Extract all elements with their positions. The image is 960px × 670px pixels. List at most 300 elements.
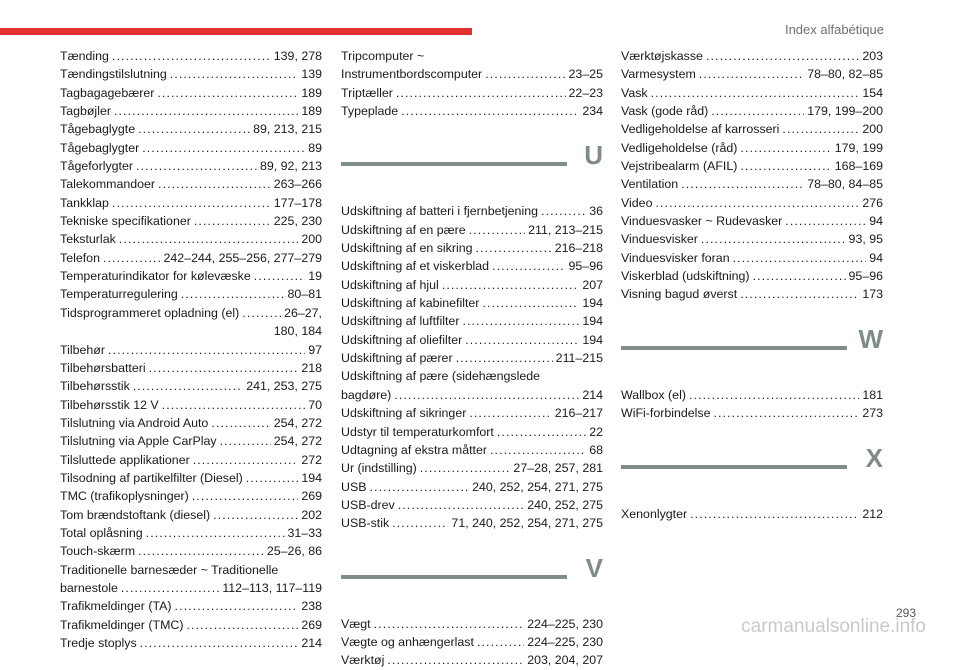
entry-pages: 89, 92, 213 [259,159,322,174]
entry-pages: 112–113, 117–119 [222,580,322,595]
index-group-v-continued [621,47,883,304]
dot-leader [699,65,804,83]
dot-leader [114,102,298,120]
entry-term: Instrumentbordscomputer [341,67,483,82]
index-entry [60,579,322,597]
entry-term: Tom brændstoftank (diesel) [60,507,211,522]
dot-leader [396,84,566,102]
entry-pages: 203 [862,49,883,63]
entry-pages: 25–26, 86 [266,544,322,559]
dot-leader [138,120,250,138]
entry-pages: 212 [862,506,883,521]
entry-term: Tagbagagebærer [60,85,155,100]
dot-leader [476,239,552,257]
entry-term: Total oplåsning [60,525,143,540]
index-entry [60,506,322,524]
entry-pages: 269 [301,617,322,632]
entry-pages: 181 [862,387,883,402]
entry-pages: 95–96 [568,259,603,274]
dot-leader [456,349,553,367]
dot-leader [112,194,271,212]
entry-term: Tågeforlygter [60,159,134,174]
index-entry [621,194,883,212]
entry-term: Trafikmeldinger (TA) [60,599,172,614]
entry-pages: 202 [301,507,322,522]
entry-pages: 224–225, 230 [527,616,603,631]
dot-leader [138,542,264,560]
dot-leader [465,331,579,349]
index-entry [60,414,322,432]
entry-term: Udskiftning af et viskerblad [341,259,490,274]
entry-term: Vægt [341,616,371,631]
entry-pages: 216–218 [554,241,603,256]
index-entry [341,349,603,367]
entry-term: Video [621,195,653,210]
entry-pages: 254, 272 [273,415,322,430]
index-entry [60,616,322,634]
dot-leader [213,506,298,524]
dot-leader [170,65,299,83]
dot-leader [136,157,257,175]
entry-term: Tankklap [60,195,109,210]
index-entry [60,524,322,542]
index-entry [341,84,603,102]
index-entry [60,267,322,285]
entry-pages: 203, 204, 207 [527,653,603,668]
index-entry [341,651,603,669]
entry-term: USB [341,479,367,494]
dot-leader [194,212,271,230]
entry-pages: 263–266 [273,177,322,192]
dot-leader [103,249,161,267]
entry-term: Udskiftning af sikringer [341,406,467,421]
entry-term: barnestole [60,580,118,595]
dot-leader [149,359,299,377]
entry-pages: 19 [308,269,322,284]
index-entry [60,139,322,157]
index-entry [60,194,322,212]
entry-pages: 194 [582,296,603,311]
index-entry [60,102,322,120]
entry-term: Tilslutning via Apple CarPlay [60,434,217,449]
index-entry [60,542,322,560]
entry-term: TMC (trafikoplysninger) [60,489,189,504]
entry-pages: 26–27, [284,305,322,320]
entry-pages: 94 [869,214,883,229]
entry-term: Vægte og anhængerlast [341,634,474,649]
entry-term: USB-drev [341,497,395,512]
entry-term: bagdøre) [341,387,392,402]
index-entry [341,102,603,120]
index-entry [341,496,603,514]
entry-term: Udskiftning af en pære [341,222,466,237]
index-entry [621,84,883,102]
index-entry [60,451,322,469]
dot-leader [186,616,298,634]
entry-pages: 22 [589,424,603,439]
dot-leader [254,267,305,285]
entry-pages: 194 [582,314,603,329]
index-entry [60,396,322,414]
dot-leader [490,441,586,459]
index-entry [341,386,603,404]
dot-leader [462,312,579,330]
entry-term: Udskiftning af oliefilter [341,332,463,347]
entry-term: Vedligeholdelse af karrosseri [621,122,780,137]
entry-term: USB-stik [341,516,390,531]
dot-leader [112,47,271,65]
index-entry [341,65,603,83]
entry-term: Vedligeholdelse (råd) [621,140,738,155]
dot-leader [211,414,270,432]
index-entry [341,459,603,477]
index-entry [60,304,322,322]
entry-pages: 241, 253, 275 [246,379,322,394]
entry-term: Visning bagud øverst [621,287,738,302]
letter-w: W [858,323,883,354]
entry-term: Ventilation [621,177,679,192]
entry-term: Telefon [60,250,100,265]
index-entry-line: Traditionelle barnesæder ~ Traditionelle [60,562,279,577]
index-entry [60,120,322,138]
index-entry [341,615,603,633]
entry-pages: 179, 199–200 [807,104,883,119]
entry-term: Tænding [60,49,109,63]
entry-pages: 89, 213, 215 [253,122,322,137]
section-title: Index alfabétique [784,22,884,37]
index-entry [621,120,883,138]
dot-leader [392,514,448,532]
entry-pages: 240, 252, 275 [527,497,603,512]
entry-term: Udskiftning af kabinefilter [341,296,480,311]
index-entry [60,487,322,505]
dot-leader [242,304,281,322]
entry-term: Vinduesvisker [621,232,698,247]
dot-leader [681,175,804,193]
dot-leader [193,451,299,469]
index-entry [621,505,883,523]
entry-pages: 94 [869,250,883,265]
index-entry [341,423,603,441]
entry-term: Værktøjskasse [621,49,703,63]
dot-leader [246,469,299,487]
entry-pages: 97 [308,342,322,357]
index-entry [60,432,322,450]
page-number: 293 [895,606,916,620]
dot-leader [651,84,860,102]
index-group-t-continued [341,47,603,120]
entry-term: Vask (gode råd) [621,104,709,119]
entry-pages: 225, 230 [273,214,322,229]
entry-term: Temperaturindikator for kølevæske [60,269,251,284]
entry-term: Tågebaglygter [60,140,140,155]
dot-leader [482,294,579,312]
letter-heading-v [341,551,603,607]
entry-pages: 200 [301,232,322,247]
entry-term: Vask [621,85,648,100]
entry-pages: 272 [301,452,322,467]
index-entry [621,47,883,65]
entry-pages: 93, 95 [848,232,883,247]
dot-leader [477,633,524,651]
dot-leader [157,84,298,102]
entry-pages: 242–244, 255–256, 277–279 [163,250,322,265]
entry-pages: 216–217 [554,406,603,421]
index-entry [621,230,883,248]
index-group-v [341,615,603,670]
entry-term: Tilsodning af partikelfilter (Diesel) [60,470,243,485]
dot-leader [374,615,525,633]
entry-pages: 234 [582,104,603,119]
entry-pages: 22–23 [568,85,603,100]
index-entry [60,230,322,248]
dot-leader [108,341,305,359]
entry-term: Udstyr til temperaturkomfort [341,424,494,439]
entry-term: Udskiftning af batteri i fjernbetjening [341,204,538,219]
index-entry [341,239,603,257]
index-group-w [621,386,883,423]
dot-leader [140,634,299,652]
entry-pages: 78–80, 82–85 [807,67,883,82]
entry-term: Ur (indstilling) [341,461,417,476]
index-entry [60,84,322,102]
entry-pages: 214 [301,636,322,650]
letter-rule [621,465,847,469]
index-entry [341,478,603,496]
letter-x: X [865,442,883,473]
entry-pages: 80–81 [287,287,322,302]
entry-pages: 27–28, 257, 281 [513,461,603,476]
entry-pages: 211, 213–215 [528,222,603,237]
entry-term: Tekniske specifikationer [60,214,191,229]
dot-leader [740,139,831,157]
dot-leader [401,102,579,120]
entry-pages-continued: 180, 184 [273,324,322,339]
dot-leader [711,102,804,120]
index-entry [60,377,322,395]
entry-term: Wallbox (el) [621,387,686,402]
index-column-2 [341,47,603,670]
entry-pages: 179, 199 [834,140,883,155]
dot-leader [714,404,860,422]
index-entry [621,139,883,157]
letter-heading-u [341,138,603,194]
entry-pages: 273 [862,406,883,421]
dot-leader [492,257,565,275]
letter-heading-w [621,322,883,378]
index-entry [621,65,883,83]
index-entry [341,514,603,532]
index-entry [60,212,322,230]
entry-pages: 211–215 [555,351,603,366]
letter-u: U [584,140,603,171]
index-entry [621,249,883,267]
dot-leader [220,432,271,450]
entry-term: Vinduesvasker ~ Rudevasker [621,214,783,229]
index-entry [341,294,603,312]
index-entry [341,257,603,275]
index-entry [341,312,603,330]
index-entry [621,102,883,120]
entry-pages: 224–225, 230 [527,634,603,649]
dot-leader [690,505,859,523]
letter-heading-x [621,441,883,497]
index-entry [60,469,322,487]
dot-leader [121,579,219,597]
index-entry [341,276,603,294]
index-entry [60,157,322,175]
dot-leader [192,487,299,505]
dot-leader [119,230,299,248]
entry-term: Tagbøjler [60,104,111,119]
entry-pages: 154 [862,85,883,100]
entry-term: Tilbehørsbatteri [60,360,146,375]
entry-pages: 269 [301,489,322,504]
entry-pages: 238 [301,599,322,614]
watermark-text: carmanualsonline.info [741,616,926,637]
entry-pages: 189 [301,104,322,119]
entry-term: Tilslutning via Android Auto [60,415,209,430]
entry-pages: 139, 278 [273,49,322,63]
entry-pages: 177–178 [273,195,322,210]
dot-leader [740,285,859,303]
index-entry [60,65,322,83]
dot-leader [369,478,469,496]
index-entry [341,404,603,422]
dot-leader [146,524,285,542]
letter-v: V [585,552,603,583]
entry-pages: 240, 252, 254, 271, 275 [472,479,603,494]
index-entry [621,404,883,422]
entry-term: Viskerblad (udskiftning) [621,269,750,284]
index-entry [341,331,603,349]
entry-pages: 276 [862,195,883,210]
entry-pages: 139 [301,67,322,82]
entry-term: Tilbehørsstik 12 V [60,397,159,412]
entry-pages: 71, 240, 252, 254, 271, 275 [451,516,603,531]
index-entry [621,175,883,193]
dot-leader [420,459,511,477]
entry-term: Tændingstilslutning [60,67,167,82]
entry-term: Udskiftning af pærer [341,351,453,366]
dot-leader [782,120,859,138]
entry-term: Vejstribealarm (AFIL) [621,159,738,174]
index-entry [621,212,883,230]
index-column-1 [60,47,322,652]
index-entry [621,386,883,404]
dot-leader [387,651,524,669]
entry-term: Udskiftning af luftfilter [341,314,460,329]
index-entry [60,359,322,377]
index-entry-line: Udskiftning af pære (sidehængslede [341,369,541,384]
dot-leader [753,267,846,285]
dot-leader [740,157,831,175]
dot-leader [469,404,551,422]
entry-term: Typeplade [341,104,399,119]
index-group-u [341,202,603,532]
entry-pages: 23–25 [568,67,603,82]
index-entry [621,267,883,285]
index-entry [60,597,322,615]
dot-leader [655,194,859,212]
entry-pages: 78–80, 84–85 [807,177,883,192]
index-entry [60,47,322,65]
letter-rule [341,575,567,579]
entry-pages: 68 [589,442,603,457]
dot-leader [133,377,243,395]
entry-pages: 214 [582,387,603,402]
index-entry [60,341,322,359]
dot-leader [689,386,859,404]
entry-pages: 200 [862,122,883,137]
entry-term: Tilbehør [60,342,105,357]
dot-leader [181,285,285,303]
dot-leader [701,230,846,248]
index-column-3 [621,47,883,523]
dot-leader [142,139,305,157]
dot-leader [541,202,586,220]
entry-term: Teksturlak [60,232,116,247]
index-group-x [621,505,883,523]
dot-leader [158,175,271,193]
index-entry-line: Tripcomputer ~ [341,49,425,63]
entry-term: Tilbehørsstik [60,379,130,394]
index-entry [60,634,322,652]
index-entry [60,175,322,193]
entry-pages: 70 [308,397,322,412]
entry-pages: 254, 272 [273,434,322,449]
dot-leader [706,47,859,65]
entry-pages: 89 [308,140,322,155]
dot-leader [398,496,524,514]
entry-term: Udtagning af ekstra måtter [341,442,488,457]
entry-term: Udskiftning af en sikring [341,241,473,256]
entry-pages: 194 [582,332,603,347]
index-entry [621,285,883,303]
dot-leader [469,221,525,239]
entry-term: Xenonlygter [621,506,688,521]
entry-pages: 218 [301,360,322,375]
entry-term: Tidsprogrammeret opladning (el) [60,305,240,320]
entry-pages: 31–33 [287,525,322,540]
dot-leader [497,423,586,441]
entry-term: Værktøj [341,653,385,668]
entry-term: Triptæller [341,85,393,100]
dot-leader [785,212,866,230]
letter-rule [621,346,847,350]
entry-term: Vinduesvisker foran [621,250,730,265]
entry-pages: 36 [589,204,603,219]
top-accent-bar [0,28,472,35]
entry-pages: 95–96 [848,269,883,284]
dot-leader [485,65,565,83]
dot-leader [394,386,579,404]
entry-pages: 173 [862,287,883,302]
index-entry [341,633,603,651]
entry-term: Talekommandoer [60,177,156,192]
index-entry [621,157,883,175]
dot-leader [733,249,867,267]
entry-term: WiFi-forbindelse [621,406,711,421]
entry-term: Tredje stoplys [60,636,137,650]
index-entry [341,202,603,220]
entry-pages: 168–169 [834,159,883,174]
entry-pages: 189 [301,85,322,100]
entry-pages: 207 [582,277,603,292]
entry-term: Tågebaglygte [60,122,136,137]
entry-term: Tilsluttede applikationer [60,452,190,467]
entry-term: Varmesystem [621,67,696,82]
